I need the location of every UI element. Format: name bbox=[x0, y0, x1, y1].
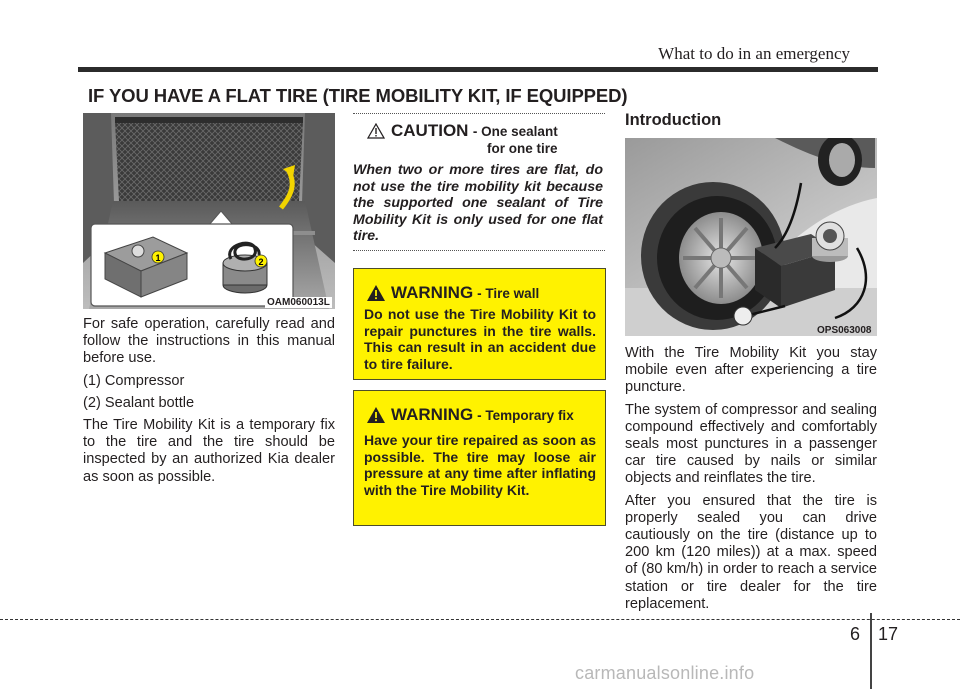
figure1-code: OAM060013L bbox=[267, 297, 330, 308]
caution-subtitle-1: - One sealant bbox=[472, 124, 558, 139]
callout-2: 2 bbox=[258, 257, 264, 267]
warning-triangle-icon bbox=[366, 284, 386, 302]
warning1-subtitle: - Tire wall bbox=[477, 285, 540, 301]
warning2-body: Have your tire repaired as soon as possible. The tire may loose air pressure at any time after inflating with the Tire Mobility Kit. bbox=[364, 432, 596, 498]
warning2-title: WARNING bbox=[391, 405, 474, 424]
figure-trunk-kit bbox=[83, 113, 335, 309]
warning2-subtitle: - Temporary fix bbox=[477, 407, 574, 423]
caution-subtitle-2: for one tire bbox=[487, 141, 558, 156]
watermark: carmanualsonline.info bbox=[575, 663, 755, 683]
figure2-code: OPS063008 bbox=[817, 325, 872, 336]
caution-title: CAUTION bbox=[391, 121, 469, 140]
item-sealant-bottle: (2) Sealant bottle bbox=[83, 394, 195, 411]
caution-triangle-icon bbox=[367, 123, 385, 139]
driving-limits-paragraph: After you ensured that the tire is properly sealed you can drive cautiously on the tire (distance up to 200 km (120 miles)) at a max. speed of (80 km/h) in order to reach a service station or tire dealer for the tire replacement. bbox=[625, 492, 877, 612]
warning1-title: WARNING bbox=[391, 283, 474, 302]
callout-1: 1 bbox=[155, 253, 161, 263]
intro-mobility-paragraph: With the Tire Mobility Kit you stay mobile even after experiencing a tire puncture. bbox=[625, 345, 877, 396]
introduction-heading: Introduction bbox=[625, 111, 722, 129]
caution-body: When two or more tires are flat, do not use the tire mobility kit because the supported one sealant of Tire Mobility Kit is only used for one flat tire. bbox=[353, 162, 603, 245]
figure-tire-inflation bbox=[625, 138, 877, 336]
trunk-kit-illustration bbox=[83, 113, 335, 309]
section-header: What to do in an emergency bbox=[658, 44, 850, 63]
warning-temporary-fix bbox=[353, 390, 606, 526]
page-number: 17 bbox=[878, 624, 899, 644]
caution-box bbox=[353, 113, 605, 251]
warning-triangle-icon bbox=[366, 406, 386, 424]
system-paragraph: The system of compressor and sealing compound effectively and comfortably seals most punctures in a passenger car tire caused by nails or similar objects and reinflates the tire. bbox=[625, 401, 877, 487]
tire-inflation-illustration bbox=[625, 138, 877, 336]
intro-paragraph: For safe operation, carefully read and follow the instructions in this manual before use. bbox=[83, 316, 335, 367]
temporary-fix-paragraph: The Tire Mobility Kit is a temporary fix to the tire and the tire should be inspected by an authorized Kia dealer as soon as possible. bbox=[83, 417, 335, 485]
header-rule bbox=[78, 67, 878, 72]
warning-tire-wall bbox=[353, 268, 606, 380]
page-title: IF YOU HAVE A FLAT TIRE (TIRE MOBILITY KIT, IF EQUIPPED) bbox=[88, 85, 628, 106]
warning1-body: Do not use the Tire Mobility Kit to repair punctures in the tire walls. This can result in an accident due to tire failure. bbox=[364, 306, 596, 372]
column-3-text bbox=[625, 345, 877, 618]
footer-rule bbox=[0, 619, 960, 620]
page-number-separator bbox=[870, 613, 872, 689]
column-1-text bbox=[83, 316, 335, 491]
chapter-number: 6 bbox=[850, 624, 861, 644]
item-compressor: (1) Compressor bbox=[83, 372, 185, 389]
